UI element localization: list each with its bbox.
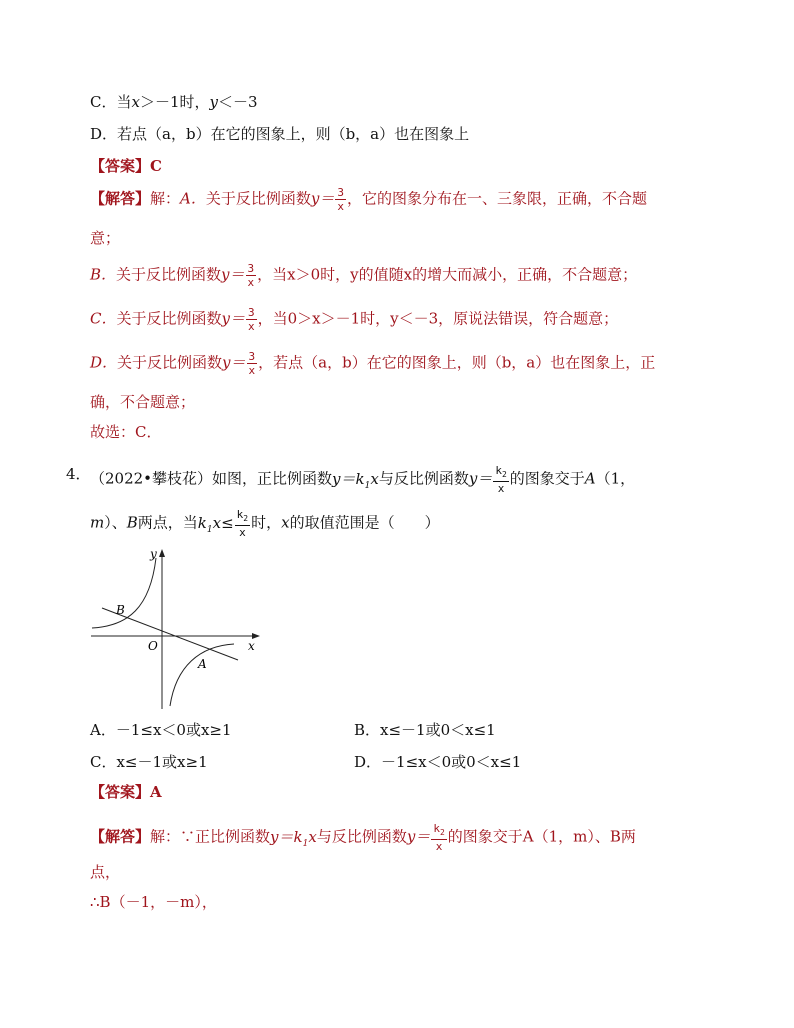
var-y: y bbox=[209, 93, 218, 111]
formula-y-k1x: $y=k_1x$ bbox=[332, 469, 379, 491]
q4-option-d: D．－1≤x＜0或0＜x≤1 bbox=[354, 753, 522, 771]
answer-value: C bbox=[150, 157, 162, 175]
q4-text3: 的图象交于 bbox=[509, 469, 585, 488]
frac-den: x bbox=[247, 276, 255, 289]
frac-den: x bbox=[248, 364, 256, 377]
solution-label: 【解答】 bbox=[90, 189, 151, 208]
q4-stem-line1 bbox=[90, 464, 635, 496]
q3-answer bbox=[90, 156, 162, 176]
frac-den: x bbox=[247, 320, 255, 333]
frac-k: k bbox=[433, 822, 440, 835]
q4-solution-text1: 解：∵正比例函数 bbox=[150, 827, 271, 846]
q4-text5: ）、 bbox=[104, 513, 127, 532]
solution-label: 【解答】 bbox=[90, 827, 151, 846]
q4-text2: 与反比例函数 bbox=[378, 469, 469, 488]
point-b: B bbox=[126, 513, 138, 532]
solution-start: 解： bbox=[150, 189, 181, 208]
q4-text4: （1， bbox=[595, 469, 636, 488]
var-m: m bbox=[90, 513, 105, 532]
solution-b-text2: ，当x＞0时，y的值随x的增大而减小，正确，不合题意； bbox=[257, 265, 638, 284]
formula-k1x: $k_1x\le$ bbox=[197, 513, 234, 535]
var-x: x bbox=[131, 93, 140, 111]
solution-a-letter: A． bbox=[180, 189, 206, 208]
solution-d-text1: 关于反比例函数 bbox=[117, 353, 223, 372]
graph-label-point-a: A bbox=[198, 657, 207, 671]
q4-option-c: C．x≤－1或x≥1 bbox=[90, 753, 208, 771]
frac-k: k bbox=[236, 508, 244, 521]
frac-num: 3 bbox=[337, 186, 344, 199]
formula-y: y＝ bbox=[221, 265, 245, 284]
frac-den: x bbox=[337, 200, 344, 213]
frac-sub: 2 bbox=[439, 828, 445, 838]
solution-a-text1: 关于反比例函数 bbox=[205, 189, 311, 208]
fraction-k2-over-x bbox=[235, 508, 250, 539]
formula-y: y＝ bbox=[406, 827, 431, 846]
q3-solution-d-cont: 确，不合题意； bbox=[90, 393, 196, 411]
formula-y: y＝ bbox=[222, 353, 246, 372]
answer-value: A bbox=[150, 783, 162, 801]
q3-solution-a bbox=[90, 186, 647, 213]
q4-solution-line3: ∴B（－1，－m）， bbox=[90, 893, 217, 911]
answer-label: 【答案】 bbox=[90, 157, 151, 175]
fraction-3-over-x bbox=[246, 306, 257, 333]
hyperbola-branch-upper-left bbox=[92, 558, 156, 628]
graph-label-origin: O bbox=[148, 639, 158, 653]
solution-d-letter: D． bbox=[90, 353, 118, 372]
formula-y: y＝ bbox=[468, 469, 493, 488]
solution-a-text2: ，它的图象分布在一、三象限，正确，不合题 bbox=[347, 189, 648, 208]
fraction-k2-over-x bbox=[493, 464, 508, 495]
q4-solution-line1 bbox=[90, 822, 636, 854]
frac-num: 3 bbox=[248, 350, 256, 363]
q4-option-b: B．x≤－1或0＜x≤1 bbox=[354, 721, 496, 739]
fraction-3-over-x bbox=[335, 186, 346, 213]
q4-solution-text3: 的图象交于A（1，m）、B两 bbox=[447, 827, 636, 846]
q3-solution-a-cont: 意； bbox=[90, 229, 121, 247]
fraction-3-over-x bbox=[247, 350, 258, 377]
option-c-prefix: C．当 bbox=[90, 93, 132, 111]
q4-text7: 时， bbox=[251, 513, 282, 532]
q3-option-d: D．若点（a，b）在它的图象上，则（b，a）也在图象上 bbox=[90, 125, 470, 143]
option-c-mid: ＞－1时， bbox=[139, 93, 210, 111]
q4-function-graph bbox=[88, 546, 268, 712]
frac-den: x bbox=[239, 526, 246, 540]
graph-label-x: x bbox=[248, 639, 255, 653]
q4-solution-line2: 点， bbox=[90, 863, 121, 881]
fraction-k2-over-x bbox=[431, 822, 446, 853]
var-x: x bbox=[281, 513, 290, 532]
solution-c-text1: 关于反比例函数 bbox=[116, 309, 222, 328]
q4-option-a: A．－1≤x＜0或x≥1 bbox=[90, 721, 232, 739]
q4-answer bbox=[90, 782, 162, 802]
q4-stem-line2 bbox=[90, 508, 440, 540]
fraction-3-over-x bbox=[246, 262, 257, 289]
graph-label-y: y bbox=[150, 547, 157, 561]
q4-text1: （2022•攀枝花）如图，正比例函数 bbox=[90, 469, 333, 488]
frac-den: x bbox=[497, 482, 505, 496]
q4-number: 4． bbox=[66, 465, 91, 483]
solution-d-text2: ，若点（a，b）在它的图象上，则（b，a）也在图象上，正 bbox=[258, 353, 656, 372]
point-a: A bbox=[584, 469, 596, 488]
frac-den: x bbox=[435, 840, 443, 854]
q4-solution-text2: 与反比例函数 bbox=[316, 827, 407, 846]
formula-y: y＝ bbox=[221, 309, 245, 328]
option-c-end: ＜－3 bbox=[217, 93, 258, 111]
y-axis-arrow-icon bbox=[159, 549, 165, 557]
q3-conclusion: 故选：C． bbox=[90, 423, 162, 441]
graph-label-point-b: B bbox=[116, 603, 125, 617]
q3-solution-d bbox=[90, 350, 655, 377]
solution-c-text2: ，当0＞x＞－1时，y＜－3，原说法错误，符合题意； bbox=[257, 309, 619, 328]
solution-c-letter: C． bbox=[90, 309, 117, 328]
q3-option-c bbox=[90, 92, 258, 112]
solution-b-letter: B． bbox=[90, 265, 117, 284]
formula-y: y＝ bbox=[310, 189, 335, 208]
q3-solution-c bbox=[90, 306, 618, 333]
frac-sub: 2 bbox=[501, 470, 507, 480]
hyperbola-branch-lower-right bbox=[170, 644, 234, 706]
formula-y-k1x: $y=k_1x$ bbox=[270, 827, 317, 849]
q4-text8: 的取值范围是（ ） bbox=[289, 513, 440, 532]
q3-solution-b bbox=[90, 262, 637, 289]
frac-sub: 2 bbox=[243, 514, 249, 524]
frac-num: 3 bbox=[247, 306, 255, 319]
answer-label: 【答案】 bbox=[90, 783, 151, 801]
frac-num: 3 bbox=[247, 262, 255, 275]
solution-b-text1: 关于反比例函数 bbox=[116, 265, 222, 284]
frac-k: k bbox=[495, 464, 502, 477]
q4-text6: 两点，当 bbox=[137, 513, 198, 532]
